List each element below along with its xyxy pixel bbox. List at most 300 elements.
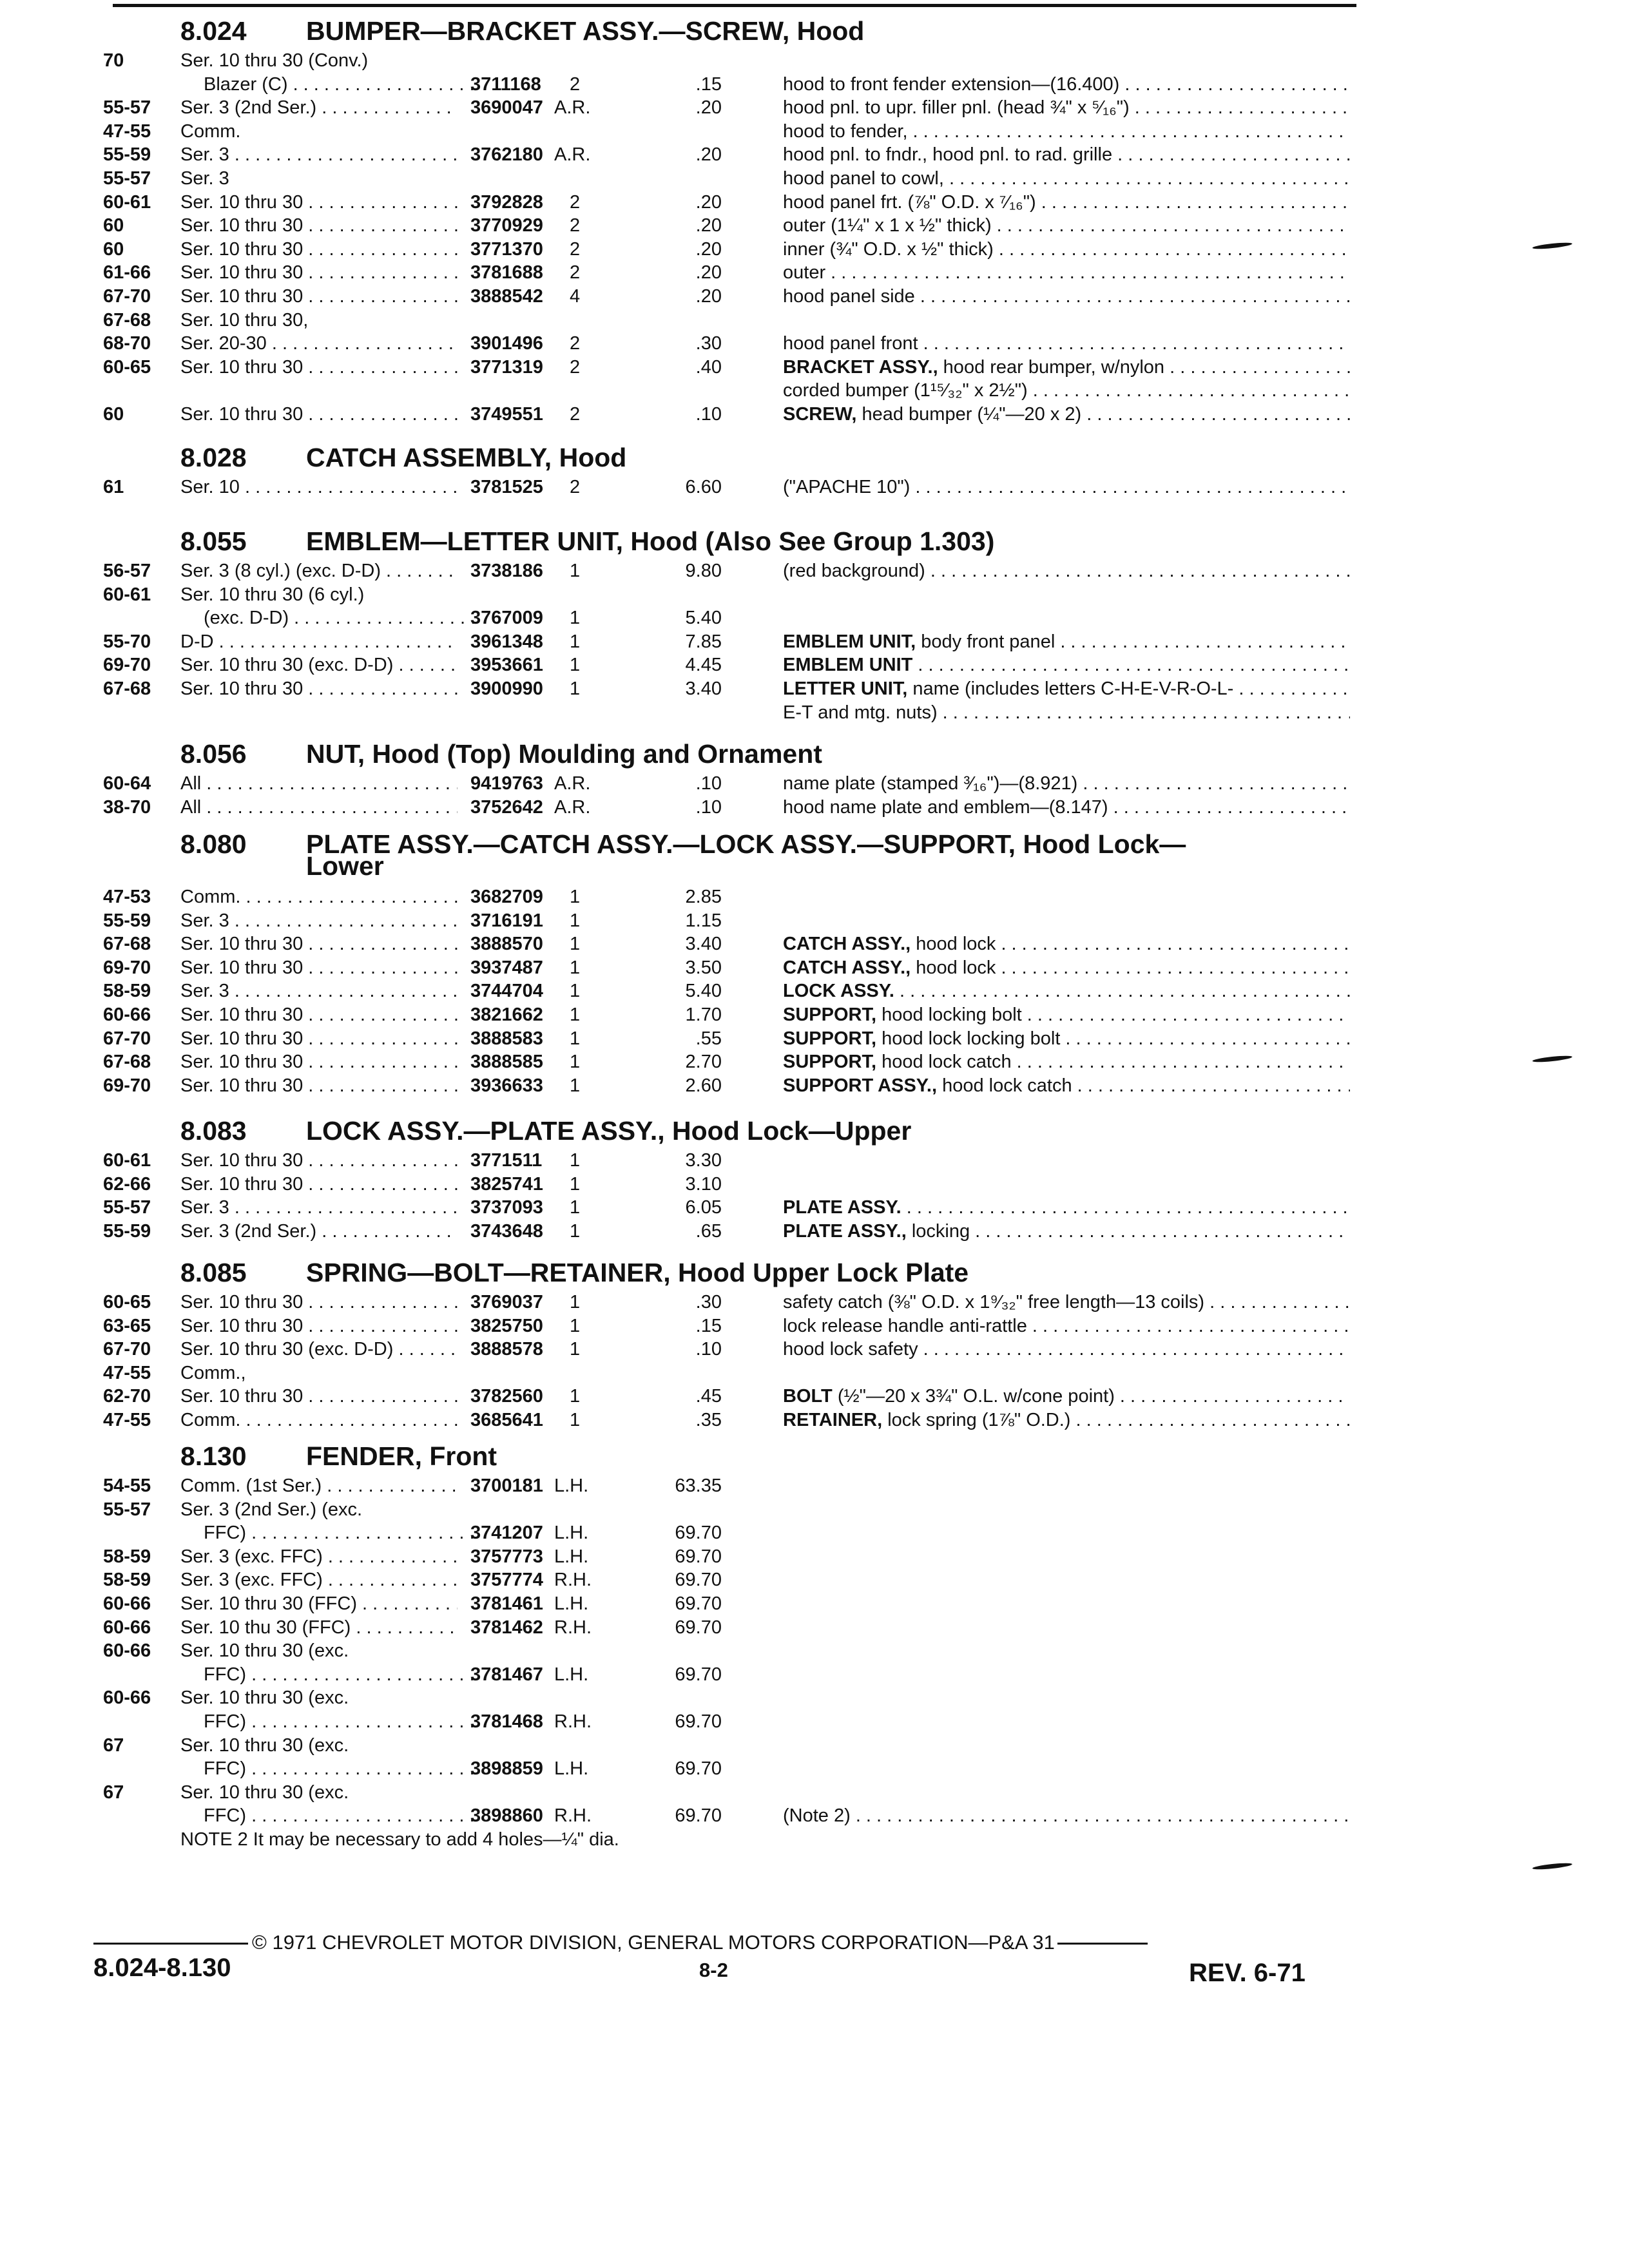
application-description <box>180 1568 458 1591</box>
quantity: 1 <box>570 1173 581 1195</box>
application-text: FFC) <box>204 1523 247 1544</box>
part-note <box>783 403 1350 426</box>
part-note <box>783 261 1350 284</box>
model-years: 67 <box>103 1735 124 1756</box>
quantity: L.H. <box>554 1475 589 1496</box>
list-price: .20 <box>695 262 722 284</box>
application-text: Ser. 3 (2nd Ser.) (exc. <box>180 1499 363 1520</box>
application-description <box>180 73 481 96</box>
part-number: 3690047 <box>470 97 543 119</box>
application-description <box>180 1663 481 1686</box>
quantity: L.H. <box>554 1546 589 1567</box>
quantity: 1 <box>570 910 581 931</box>
model-years: 55-59 <box>103 144 151 166</box>
application-text: Ser. 10 thru 30 (Conv.) <box>180 50 369 71</box>
application-description <box>180 1710 481 1733</box>
leader-dots <box>1108 797 1350 818</box>
model-years: 61-66 <box>103 262 151 284</box>
list-price: .10 <box>695 1339 722 1360</box>
application-description <box>180 261 458 284</box>
section-title-continued: Lower <box>306 851 384 881</box>
part-number: 3781688 <box>470 262 543 284</box>
section-title: BUMPER—BRACKET ASSY.—SCREW, Hood <box>306 16 865 46</box>
quantity: 1 <box>570 678 581 699</box>
part-name: EMBLEM UNIT <box>783 655 913 676</box>
application-text: Ser. 3 (2nd Ser.) <box>180 97 317 119</box>
model-years: 60 <box>103 238 124 260</box>
leader-dots <box>240 887 458 907</box>
leader-dots <box>229 1197 458 1218</box>
part-name: CATCH ASSY., <box>783 957 911 978</box>
part-name: RETAINER, <box>783 1410 883 1430</box>
part-note <box>783 653 1350 677</box>
part-name: BOLT <box>783 1386 833 1407</box>
part-name: LETTER UNIT, <box>783 678 908 699</box>
quantity: 1 <box>570 655 581 676</box>
note-text: body front panel <box>916 631 1055 652</box>
part-note <box>783 979 1350 1003</box>
application-description <box>180 143 458 166</box>
part-number: 3757774 <box>470 1570 543 1591</box>
application-description <box>180 1196 458 1219</box>
part-number: 3738186 <box>470 561 543 581</box>
part-number: 3898860 <box>470 1805 543 1827</box>
application-text: Ser. 10 thru 30 (exc. <box>180 1687 349 1709</box>
quantity: 1 <box>570 1004 581 1025</box>
leader-dots <box>303 1052 458 1072</box>
application-text: All <box>180 796 202 818</box>
part-number: 3792828 <box>470 191 543 213</box>
part-note <box>783 73 1350 96</box>
leader-dots <box>246 1711 481 1732</box>
model-years: 60-64 <box>103 773 151 794</box>
application-description <box>180 1474 458 1497</box>
application-description <box>180 606 481 629</box>
application-text: Ser. 10 <box>180 477 240 497</box>
leader-dots <box>918 333 1350 354</box>
part-note <box>783 1338 1350 1361</box>
application-text: Ser. 10 thru 30 <box>180 1386 304 1407</box>
part-number: 3769037 <box>470 1292 543 1312</box>
application-description <box>180 1314 458 1338</box>
application-text: Blazer (C) <box>204 73 288 95</box>
model-years: 63-65 <box>103 1315 151 1336</box>
margin-mark <box>1532 1862 1572 1870</box>
application-description <box>180 1408 458 1432</box>
page-number: 8-2 <box>699 1959 728 1981</box>
leader-dots <box>246 1523 481 1543</box>
quantity: R.H. <box>554 1570 592 1591</box>
part-name: SUPPORT ASSY., <box>783 1075 938 1096</box>
leader-dots <box>303 1004 458 1025</box>
leader-dots <box>323 1546 458 1567</box>
application-description <box>180 1338 458 1361</box>
quantity: 1 <box>570 1150 581 1171</box>
application-description <box>180 1545 458 1568</box>
footer-rule-right <box>1057 1943 1148 1945</box>
note-text: hood to front fender extension—(16.400) <box>783 73 1120 95</box>
leader-dots <box>1036 192 1350 213</box>
application-description <box>180 403 458 426</box>
application-description <box>180 1521 481 1544</box>
application-text: Ser. 10 thru 30 <box>180 1052 304 1073</box>
leader-dots <box>925 561 1350 581</box>
model-years: 47-55 <box>103 1410 151 1430</box>
note-text: hood locking bolt <box>876 1004 1022 1025</box>
leader-dots <box>316 1221 458 1242</box>
quantity: R.H. <box>554 1805 592 1827</box>
application-text: Ser. 10 thru 30 <box>180 191 304 213</box>
part-number: 3825741 <box>470 1173 543 1195</box>
model-years: 58-59 <box>103 1570 151 1591</box>
part-note <box>783 356 1350 379</box>
application-description <box>180 49 458 72</box>
application-text: Ser. 20-30 <box>180 333 267 354</box>
leader-dots <box>267 333 458 354</box>
application-text: Ser. 10 thru 30 <box>180 1173 304 1195</box>
model-years: 67-68 <box>103 1052 151 1073</box>
model-years: 55-57 <box>103 168 151 189</box>
note-text: hood pnl. to upr. filler pnl. (head ¾" x ⁵⁄₁₆") <box>783 97 1130 119</box>
leader-dots <box>351 1617 458 1638</box>
list-price: .20 <box>695 286 722 307</box>
application-text: FFC) <box>204 1664 247 1685</box>
section-title: CATCH ASSEMBLY, Hood <box>306 443 627 472</box>
leader-dots <box>1077 773 1350 794</box>
leader-dots <box>229 910 458 931</box>
part-name: SUPPORT, <box>783 1052 877 1073</box>
note-text: hood name plate and emblem—(8.147) <box>783 796 1108 818</box>
leader-dots <box>303 1292 458 1312</box>
model-years: 54-55 <box>103 1475 151 1496</box>
application-text: Ser. 3 <box>180 168 229 189</box>
list-price: 2.60 <box>685 1075 722 1096</box>
application-description <box>180 772 458 795</box>
model-years: 69-70 <box>103 957 151 978</box>
note-text: inner (¾" O.D. x ½" thick) <box>783 238 994 260</box>
note-text: E-T and mtg. nuts) <box>783 702 938 723</box>
model-years: 58-59 <box>103 1546 151 1567</box>
model-years: 55-59 <box>103 910 151 931</box>
model-years: 60-66 <box>103 1640 151 1662</box>
part-number: 3781462 <box>470 1617 543 1638</box>
part-number: 3825750 <box>470 1315 543 1336</box>
model-years: 47-55 <box>103 1362 151 1383</box>
footer-copyright <box>93 1931 1148 1954</box>
application-text: FFC) <box>204 1711 247 1732</box>
application-text: Ser. 3 (2nd Ser.) <box>180 1220 317 1242</box>
application-description <box>180 1385 458 1408</box>
note-text: name (includes letters C-H-E-V-R-O-L- <box>907 678 1234 699</box>
part-number: 3752642 <box>470 796 543 818</box>
application-text: Ser. 10 thru 30 <box>180 1150 304 1171</box>
leader-dots <box>240 477 458 497</box>
model-years: 60-61 <box>103 584 151 605</box>
note-text: locking <box>906 1220 970 1242</box>
application-text: Ser. 10 thu 30 (FFC) <box>180 1617 351 1638</box>
note-text: (½"—20 x 3¾" O.L. w/cone point) <box>832 1386 1115 1407</box>
application-text: Ser. 10 thru 30 <box>180 356 304 378</box>
section-number: 8.083 <box>180 1116 247 1146</box>
leader-dots <box>303 404 458 425</box>
list-price: 1.15 <box>685 910 722 931</box>
part-number: 3961348 <box>470 631 543 652</box>
list-price: 2.70 <box>685 1052 722 1073</box>
section-heading <box>180 18 864 44</box>
note-text: hood to fender, <box>783 120 908 142</box>
model-years: 56-57 <box>103 561 151 581</box>
application-description <box>180 956 458 979</box>
note-text: head bumper (¼"—20 x 2) <box>856 404 1082 425</box>
model-years: 60 <box>103 404 124 425</box>
part-note <box>783 1314 1350 1338</box>
leader-dots <box>901 1197 1350 1218</box>
quantity: 2 <box>570 356 581 378</box>
leader-dots <box>825 262 1350 283</box>
leader-dots <box>1028 380 1350 401</box>
part-note <box>783 285 1350 308</box>
list-price: 69.70 <box>675 1593 722 1614</box>
part-name: SCREW, <box>783 404 857 425</box>
leader-dots <box>1115 1386 1350 1407</box>
list-price: 69.70 <box>675 1546 722 1567</box>
part-number: 3898859 <box>470 1758 543 1780</box>
part-note <box>783 167 1350 190</box>
leader-dots <box>201 773 458 794</box>
application-description <box>180 677 458 700</box>
quantity: 2 <box>570 404 581 425</box>
application-description <box>180 309 458 332</box>
application-description <box>180 120 458 143</box>
application-description <box>180 1050 458 1073</box>
model-years: 67 <box>103 1782 124 1803</box>
list-price: .10 <box>695 773 722 794</box>
section-title: EMBLEM—LETTER UNIT, Hood (Also See Group 1.303) <box>306 526 995 556</box>
leader-dots <box>1119 74 1350 95</box>
quantity: 1 <box>570 981 581 1002</box>
application-text: Comm. <box>180 887 241 907</box>
part-number: 3781468 <box>470 1711 543 1732</box>
quantity: 1 <box>570 957 581 978</box>
part-note <box>783 1385 1350 1408</box>
part-note <box>783 932 1350 956</box>
list-price: .45 <box>695 1386 722 1407</box>
part-number: 3682709 <box>470 887 543 907</box>
part-number: 3771319 <box>470 356 543 378</box>
list-price: .30 <box>695 333 722 354</box>
section-heading <box>180 741 822 767</box>
part-note <box>783 379 1350 402</box>
model-years: 60-61 <box>103 191 151 213</box>
note-text: hood lock locking bolt <box>876 1028 1061 1049</box>
model-years: 62-70 <box>103 1386 151 1407</box>
list-price: 69.70 <box>675 1617 722 1638</box>
note-text: ("APACHE 10") <box>783 477 911 497</box>
part-number: 3781461 <box>470 1593 543 1614</box>
list-price: .15 <box>695 1315 722 1336</box>
part-note <box>783 96 1350 119</box>
part-number: 3936633 <box>470 1075 543 1096</box>
part-number: 3888542 <box>470 286 543 307</box>
leader-dots <box>393 655 458 675</box>
list-price: 69.70 <box>675 1758 722 1780</box>
leader-dots <box>994 239 1350 260</box>
part-note <box>783 772 1350 795</box>
model-years: 60-65 <box>103 1292 151 1312</box>
part-number: 3888578 <box>470 1339 543 1360</box>
list-price: 7.85 <box>685 631 722 652</box>
part-name: SUPPORT, <box>783 1004 877 1025</box>
model-years: 55-70 <box>103 631 151 652</box>
model-years: 61 <box>103 477 124 497</box>
application-text: Ser. 10 thru 30 (exc. <box>180 1735 349 1756</box>
part-number: 3888585 <box>470 1052 543 1073</box>
leader-dots <box>229 144 458 165</box>
quantity: 4 <box>570 286 581 307</box>
section-number: 8.085 <box>180 1258 247 1287</box>
quantity: 1 <box>570 1075 581 1096</box>
model-years: 58-59 <box>103 981 151 1002</box>
quantity: 1 <box>570 1028 581 1049</box>
application-text: Comm. (1st Ser.) <box>180 1475 322 1496</box>
section-heading <box>180 1260 969 1286</box>
application-description <box>180 1616 458 1639</box>
list-price: .10 <box>695 796 722 818</box>
quantity: 1 <box>570 1315 581 1336</box>
part-number: 3685641 <box>470 1410 543 1430</box>
application-description <box>180 476 458 499</box>
leader-dots <box>918 1339 1350 1360</box>
model-years: 60-65 <box>103 356 151 378</box>
note-text: hood panel frt. (⅞" O.D. x ⁷⁄₁₆") <box>783 191 1036 213</box>
application-text: Ser. 3 (exc. FFC) <box>180 1546 323 1567</box>
section-title: SPRING—BOLT—RETAINER, Hood Upper Lock Plate <box>306 1258 969 1287</box>
part-note <box>783 120 1350 143</box>
leader-dots <box>1233 678 1350 699</box>
quantity: 1 <box>570 1410 581 1430</box>
list-price: .20 <box>695 191 722 213</box>
note-text: outer (1¼" x 1 x ½" thick) <box>783 215 992 236</box>
application-text: Ser. 3 (8 cyl.) (exc. D-D) <box>180 561 381 581</box>
part-number: 3767009 <box>470 608 543 629</box>
leader-dots <box>393 1339 458 1360</box>
leader-dots <box>303 1028 458 1049</box>
leader-dots <box>1055 631 1350 652</box>
list-price: 5.40 <box>685 981 722 1002</box>
margin-mark <box>1532 242 1572 250</box>
leader-dots <box>1060 1028 1350 1049</box>
list-price: .20 <box>695 215 722 236</box>
application-description <box>180 1781 458 1804</box>
part-name: CATCH ASSY., <box>783 934 911 955</box>
part-number: 3888570 <box>470 934 543 955</box>
note-text: hood lock <box>911 934 996 955</box>
list-price: .10 <box>695 404 722 425</box>
application-text: Ser. 10 thru 30 <box>180 404 304 425</box>
model-years: 60-66 <box>103 1687 151 1709</box>
application-description <box>180 191 458 214</box>
application-description <box>180 96 458 119</box>
quantity: 1 <box>570 1292 581 1312</box>
copyright-text: © 1971 CHEVROLET MOTOR DIVISION, GENERAL MOTORS CORPORATION—P&A 31 <box>252 1931 1055 1954</box>
quantity: R.H. <box>554 1617 592 1638</box>
section-heading <box>180 445 626 471</box>
leader-dots <box>1112 144 1350 165</box>
model-years: 55-59 <box>103 1220 151 1242</box>
model-years: 69-70 <box>103 655 151 676</box>
application-text: Ser. 10 thru 30 <box>180 678 304 699</box>
application-description <box>180 1734 458 1757</box>
leader-dots <box>1072 1075 1350 1096</box>
part-number: 3711168 <box>470 73 541 95</box>
quantity: 1 <box>570 887 581 907</box>
application-description <box>180 1686 458 1709</box>
model-years: 47-53 <box>103 887 151 907</box>
part-note <box>783 796 1350 819</box>
part-note <box>783 191 1350 214</box>
leader-dots <box>303 239 458 260</box>
application-text: Ser. 10 thru 30 (exc. <box>180 1640 349 1662</box>
section-heading <box>180 1443 497 1470</box>
model-years: 60-66 <box>103 1617 151 1638</box>
quantity: 2 <box>570 477 581 497</box>
leader-dots <box>894 981 1350 1001</box>
leader-dots <box>240 1410 458 1430</box>
list-price: .35 <box>695 1410 722 1430</box>
section-heading <box>180 1118 911 1144</box>
leader-dots <box>322 1475 458 1496</box>
quantity: L.H. <box>554 1758 589 1780</box>
application-description <box>180 1220 458 1243</box>
note-text: hood lock catch <box>937 1075 1072 1096</box>
leader-dots <box>246 1664 481 1685</box>
list-price: 6.05 <box>685 1197 722 1218</box>
list-price: 5.40 <box>685 608 722 629</box>
application-description <box>180 1828 889 1851</box>
note-text: safety catch (⅜" O.D. x 1⁹⁄₃₂" free length—13 coils) <box>783 1292 1205 1312</box>
application-description <box>180 1757 481 1780</box>
leader-dots <box>303 286 458 307</box>
application-text: Ser. 10 thru 30 <box>180 215 304 236</box>
application-description <box>180 885 458 908</box>
part-note <box>783 214 1350 237</box>
model-years: 67-70 <box>103 286 151 307</box>
part-note <box>783 630 1350 653</box>
part-note <box>783 1050 1350 1073</box>
list-price: 4.45 <box>685 655 722 676</box>
part-number: 3888583 <box>470 1028 543 1049</box>
application-description <box>180 214 458 237</box>
leader-dots <box>303 1316 458 1336</box>
part-note <box>783 1196 1350 1219</box>
leader-dots <box>1027 1316 1350 1336</box>
model-years: 68-70 <box>103 333 151 354</box>
model-years: 55-57 <box>103 97 151 119</box>
list-price: .65 <box>695 1220 722 1242</box>
leader-dots <box>214 631 458 652</box>
list-price: 69.70 <box>675 1711 722 1732</box>
application-description <box>180 583 458 606</box>
application-text: Ser. 10 thru 30 <box>180 1075 304 1096</box>
leader-dots <box>1204 1292 1350 1312</box>
note-text: lock spring (1⅞" O.D.) <box>882 1410 1071 1430</box>
leader-dots <box>201 797 458 818</box>
note-text: hood rear bumper, w/nylon <box>938 356 1165 378</box>
part-number: 3770929 <box>470 215 543 236</box>
part-number: 9419763 <box>470 773 543 794</box>
list-price: 63.35 <box>675 1475 722 1496</box>
note-text: hood lock safety <box>783 1339 918 1360</box>
